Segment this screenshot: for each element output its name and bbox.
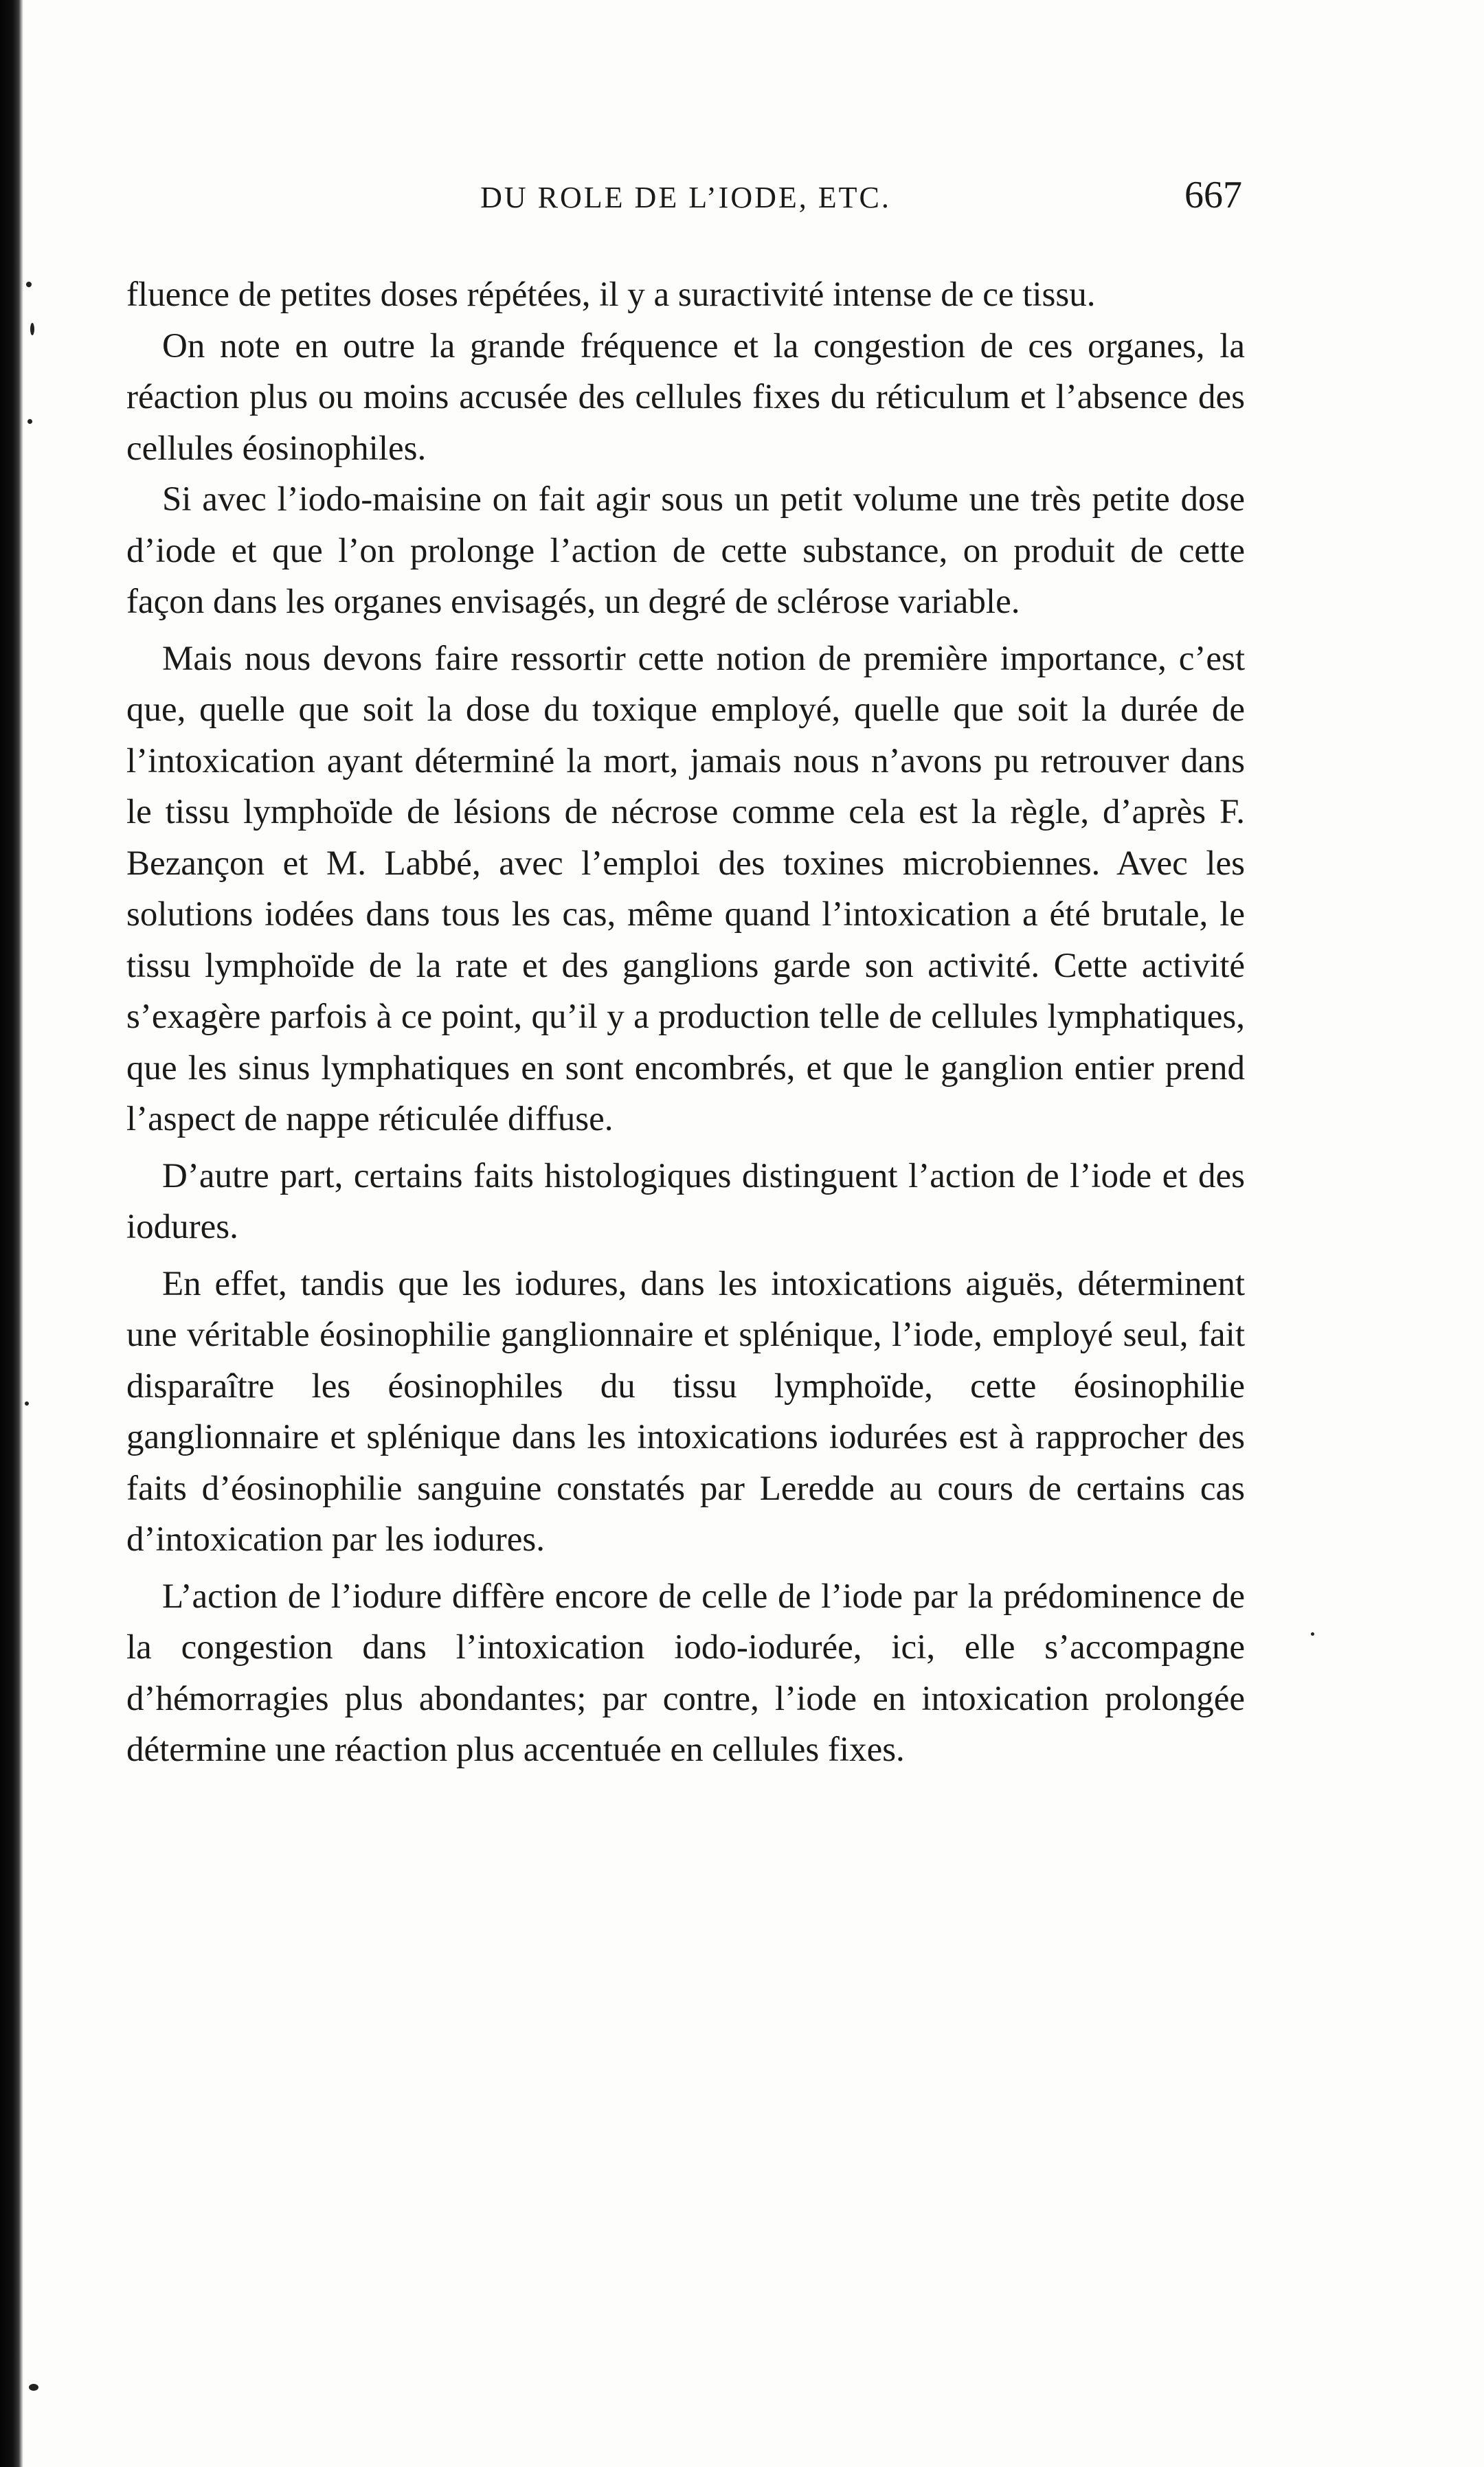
scan-speck [29, 2384, 38, 2391]
page-number: 667 [1184, 174, 1242, 216]
scan-gutter [0, 0, 23, 2467]
paragraph: Si avec l’iodo-maisine on fait agir sous un petit volume une très petite dose d’iode et que l’on prolonge l’action de cette substance, on produit de cette façon dans les organes envisagés, un degré de sclérose variable. [126, 480, 1245, 621]
paragraph: D’autre part, certains faits histologiques distinguent l’action de l’iode et des iodures. [126, 1156, 1245, 1246]
paragraph: fluence de petites doses répétées, il y a suractivité intense de ce tissu. [126, 275, 1096, 314]
scan-speck [26, 282, 32, 287]
paragraph: Mais nous devons faire ressortir cette notion de première importance, c’est que, quelle que soit la dose du toxique employé, quelle que soit la durée de l’intoxication ayant déterminé la mort, jamais nous n’avons pu retrouver dans le tissu lymphoïde de lésions de nécrose comme cela est la règle, d’après F. Bezançon et M. Labbé, avec l’emploi des toxines microbiennes. Avec les solutions iodées dans tous les cas, même quand l’intoxication a été brutale, le tissu lymphoïde de la rate et des ganglions garde son activité. Cette activité s’exagère parfois à ce point, qu’il y a production telle de cellules lymphatiques, que les sinus lymphatiques en sont encombrés, et que le ganglion entier prend l’aspect de nappe réticulée diffuse. [126, 639, 1245, 1138]
body-text [126, 269, 1245, 1776]
paragraph: En effet, tandis que les iodures, dans les intoxications aiguës, déterminent une véritable éosinophilie ganglionnaire et splénique, l’iode, employé seul, fait disparaître les éosinophiles du tissu lymphoïde, cette éosinophilie ganglionnaire et splénique dans les intoxications iodurées est à rapprocher des faits d’éosinophilie sanguine constatés par Leredde au cours de certains cas d’intoxication par les iodures. [126, 1264, 1245, 1559]
scan-speck [1311, 1632, 1314, 1636]
running-title: DU ROLE DE L’IODE, ETC. [480, 181, 891, 214]
scan-speck [30, 323, 34, 335]
scan-speck [25, 1401, 29, 1406]
scan-speck [27, 419, 32, 424]
paragraph: L’action de l’iodure diffère encore de celle de l’iode par la prédominence de la congestion dans l’intoxication iodo-iodurée, ici, elle s’accompagne d’hémorragies plus abondantes; par contre, l’iode en intoxication prolongée détermine une réaction plus accentuée en cellules fixes. [126, 1577, 1245, 1769]
paragraph: On note en outre la grande fréquence et la congestion de ces organes, la réaction plus ou moins accusée des cellules fixes du réticulum et l’absence des cellules éosinophiles. [126, 326, 1245, 468]
running-head [129, 173, 1242, 228]
